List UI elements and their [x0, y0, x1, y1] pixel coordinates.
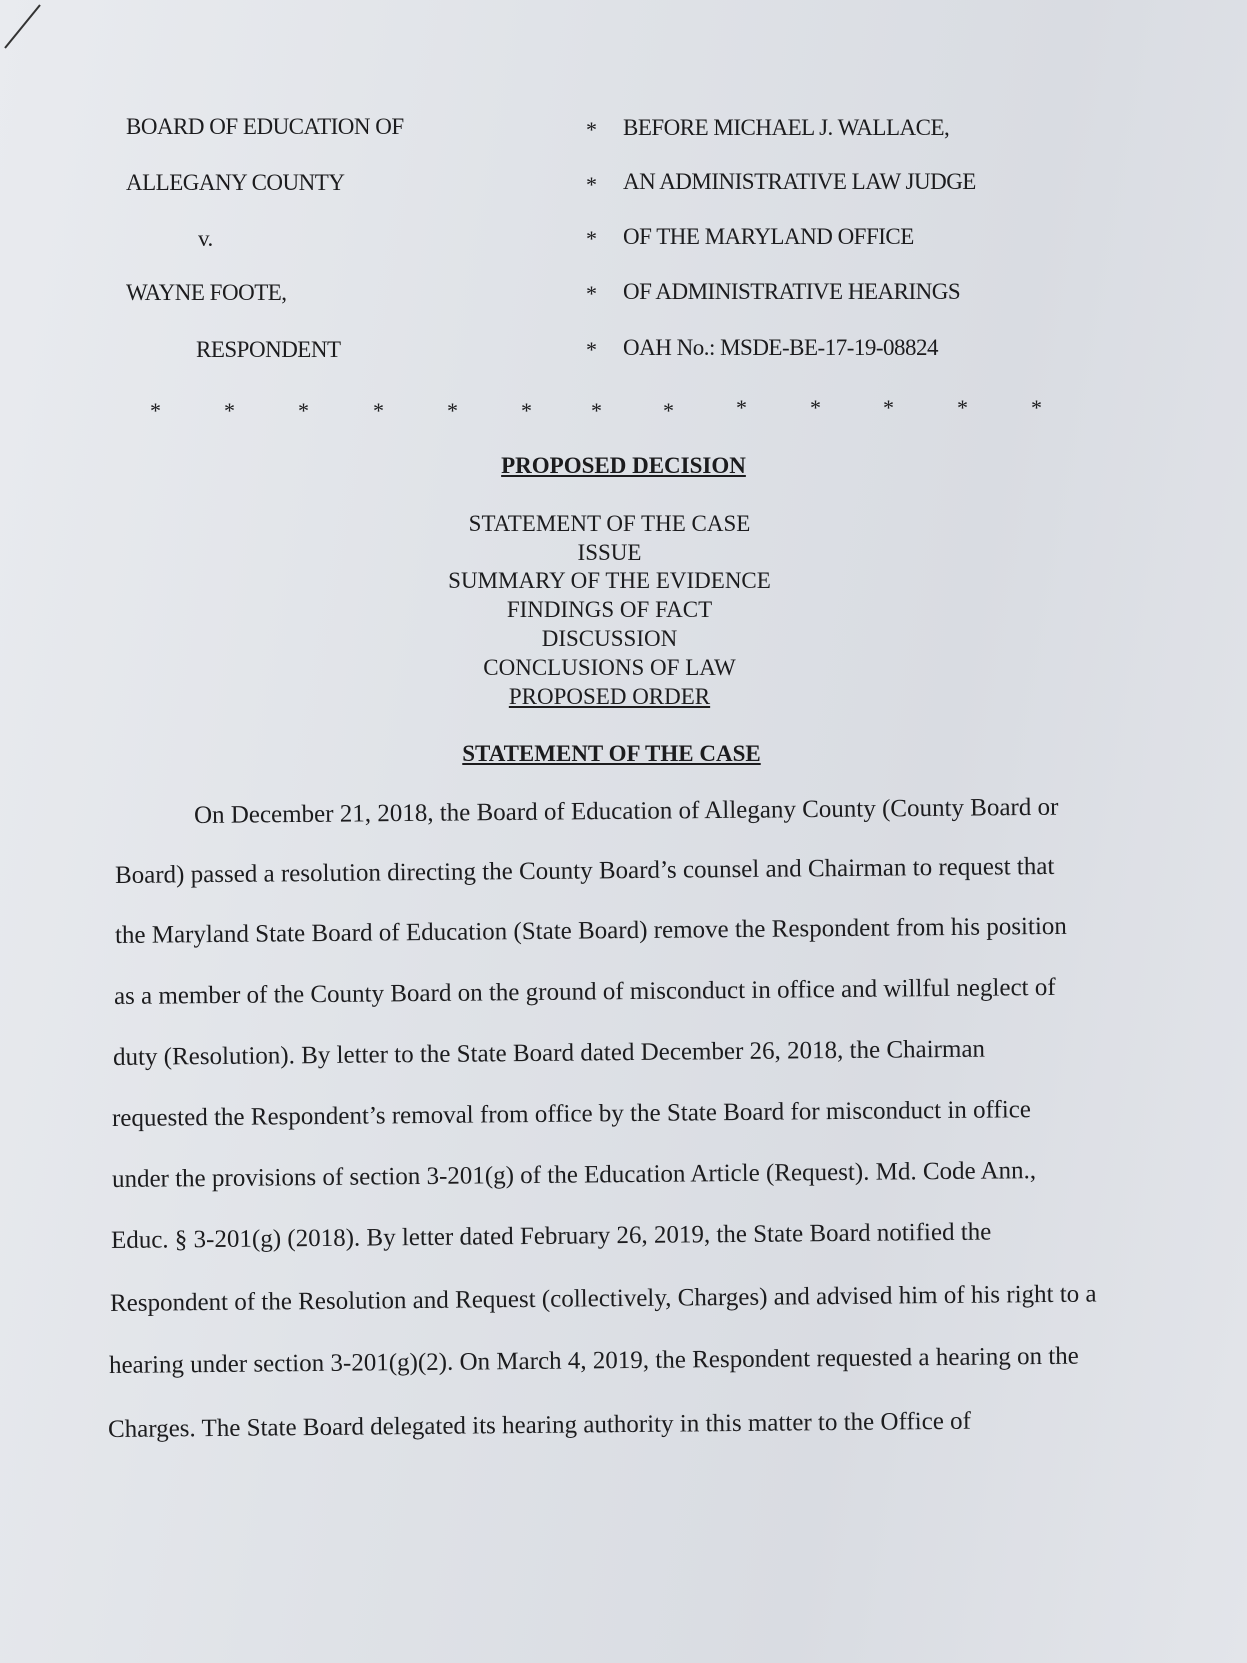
- separator-star: *: [586, 281, 597, 306]
- tribunal-line: OF THE MARYLAND OFFICE: [623, 224, 914, 249]
- body-line: Board) passed a resolution directing the County Board’s counsel and Chairman to request that: [114, 852, 1055, 889]
- party-line: WAYNE FOOTE,: [126, 280, 287, 305]
- divider-star: *: [957, 395, 968, 420]
- party-line: v.: [198, 226, 213, 251]
- toc-item: DISCUSSION: [541, 626, 678, 651]
- divider-star: *: [373, 398, 384, 423]
- divider-star: *: [298, 398, 309, 423]
- toc-item: ISSUE: [577, 540, 642, 565]
- body-line: Charges. The State Board delegated its hearing authority in this matter to the Office of: [107, 1407, 972, 1443]
- body-line: duty (Resolution). By letter to the State Board dated December 26, 2018, the Chairman: [112, 1035, 986, 1071]
- party-line: ALLEGANY COUNTY: [126, 170, 345, 195]
- tribunal-line: OF ADMINISTRATIVE HEARINGS: [623, 279, 961, 304]
- separator-star: *: [586, 172, 597, 197]
- divider-star: *: [1031, 395, 1042, 420]
- party-line: BOARD OF EDUCATION OF: [126, 114, 404, 139]
- separator-star: *: [586, 117, 597, 142]
- tribunal-line: OAH No.: MSDE-BE-17-19-08824: [623, 335, 939, 360]
- toc-item: FINDINGS OF FACT: [506, 597, 713, 622]
- divider-star: *: [447, 398, 458, 423]
- section-heading: STATEMENT OF THE CASE: [462, 741, 761, 766]
- body-line: as a member of the County Board on the ground of misconduct in office and willful neglect of: [113, 973, 1056, 1010]
- separator-star: *: [586, 226, 597, 251]
- body-line: under the provisions of section 3-201(g) of the Education Article (Request). Md. Code Ann.,: [111, 1157, 1037, 1193]
- toc-item: SUMMARY OF THE EVIDENCE: [448, 568, 771, 593]
- separator-star: *: [586, 337, 597, 362]
- divider-star: *: [736, 395, 747, 420]
- toc-item: CONCLUSIONS OF LAW: [483, 655, 736, 680]
- divider-star: *: [883, 395, 894, 420]
- body-line: On December 21, 2018, the Board of Education of Allegany County (County Board or: [193, 793, 1059, 829]
- body-line: the Maryland State Board of Education (State Board) remove the Respondent from his position: [114, 912, 1067, 949]
- document-title: PROPOSED DECISION: [501, 453, 746, 478]
- divider-star: *: [591, 398, 602, 423]
- divider-star: *: [663, 398, 674, 423]
- pen-mark: [0, 0, 80, 60]
- divider-star: *: [810, 395, 821, 420]
- body-line: Educ. § 3-201(g) (2018). By letter dated February 26, 2019, the State Board notified the: [110, 1218, 992, 1254]
- divider-star: *: [150, 398, 161, 423]
- toc-item: STATEMENT OF THE CASE: [468, 511, 751, 536]
- tribunal-line: BEFORE MICHAEL J. WALLACE,: [623, 115, 950, 140]
- divider-star: *: [521, 398, 532, 423]
- divider-star: *: [224, 398, 235, 423]
- toc-item: PROPOSED ORDER: [508, 684, 711, 709]
- party-line: RESPONDENT: [196, 337, 341, 362]
- body-line: requested the Respondent’s removal from office by the State Board for misconduct in office: [111, 1096, 1032, 1132]
- body-line: hearing under section 3-201(g)(2). On March 4, 2019, the Respondent requested a hearing on the: [108, 1342, 1079, 1379]
- tribunal-line: AN ADMINISTRATIVE LAW JUDGE: [623, 169, 976, 194]
- body-line: Respondent of the Resolution and Request (collectively, Charges) and advised him of his right to a: [109, 1280, 1097, 1317]
